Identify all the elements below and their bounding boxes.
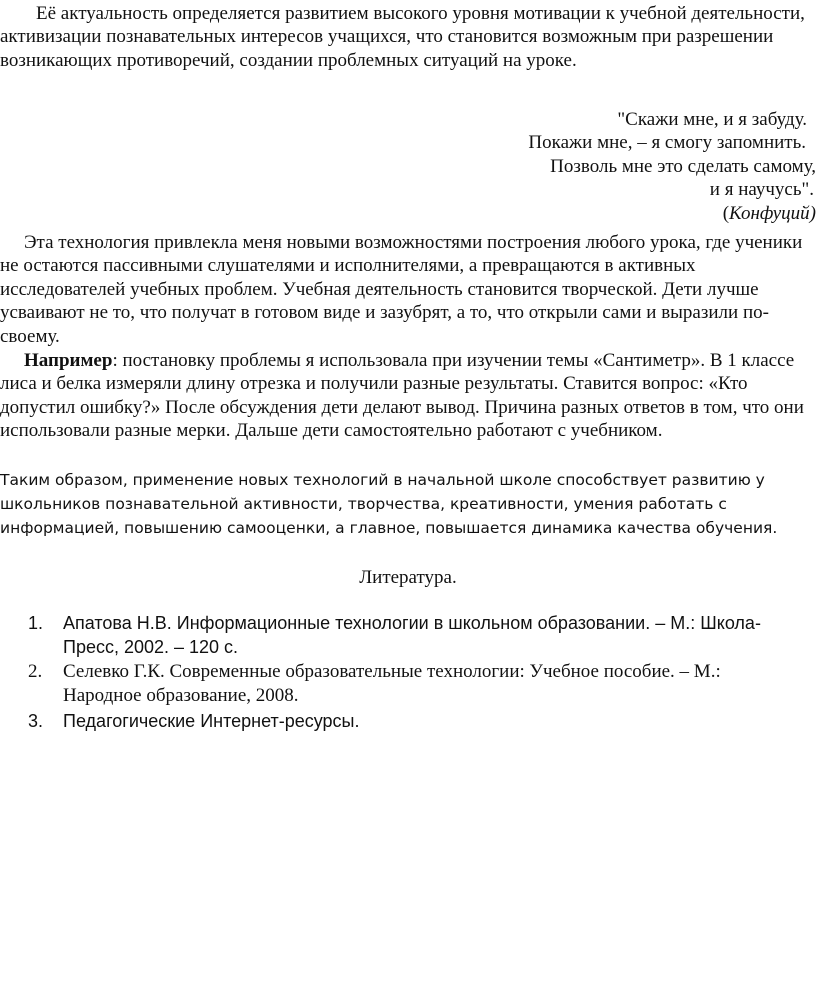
- literature-title: Литература.: [359, 567, 457, 588]
- quote-line-1: "Скажи мне, и я забуду.: [617, 109, 807, 130]
- quote-line-3: Позволь мне это сделать самому,: [550, 155, 816, 177]
- paragraph-relevance: Её актуальность определяется развитием высокого уровня мотивации к учебной деятельности, активизации познавательных интересов учащихся, что становится возможным при разрешении возникающих противоречий, создании проблемных ситуаций на уроке.: [0, 3, 805, 71]
- reference-number: 3.: [28, 711, 44, 731]
- paragraph-technology: Эта технология привлекла меня новыми возможностями построения любого урока, где ученики не остаются пассивными слушателями и исполнителями, а превращаются в активных исследователей учебных проблем. Учебная деятельность становится творческой. Дети лучше усваивают не то, что получат в готовом виде и зазубрят, а то, что открыли сами и выразили по-своему.: [0, 232, 803, 347]
- reference-number: 2.: [28, 661, 43, 682]
- example-text: : постановку проблемы я использовала при изучении темы «Сантиметр». В 1 классе лиса и белка измеряли длину отрезка и получили разные результаты. Ставится вопрос: «Кто допустил ошибку?» После обсуждения дети делают вывод. Причина разных ответов в том, что они использовали разные мерки. Дальше дети самостоятельно работают с учебником.: [0, 350, 804, 442]
- quote-line-4: и я научусь".: [709, 179, 814, 201]
- reference-text: Педагогические Интернет-ресурсы.: [63, 711, 360, 731]
- paragraph-conclusion: Таким образом, применение новых технологий в начальной школе способствует развитию у школьников познавательной активности, творчества, креативности, умения работать с информацией, повышению самооценки, а главное, повышается динамика качества обучения.: [0, 471, 778, 537]
- epigraph-quote: [216, 108, 816, 225]
- example-lead: Например: [24, 350, 113, 371]
- reference-text: Селевко Г.К. Современные образовательные технологии: Учебное пособие. – М.: Народное образование, 2008.: [63, 661, 721, 706]
- quote-line-2: Покажи мне, – я смогу запомнить.: [528, 132, 806, 154]
- paragraph-example: [0, 349, 814, 443]
- quote-author: [216, 202, 816, 225]
- quote-author-paren: (: [722, 202, 730, 224]
- reference-text: Апатова Н.В. Информационные технологии в школьном образовании. – М.: Школа-Пресс, 2002. – 120 с.: [63, 613, 761, 657]
- reference-number: 1.: [28, 613, 44, 633]
- quote-author-name: Конфуций): [729, 202, 816, 224]
